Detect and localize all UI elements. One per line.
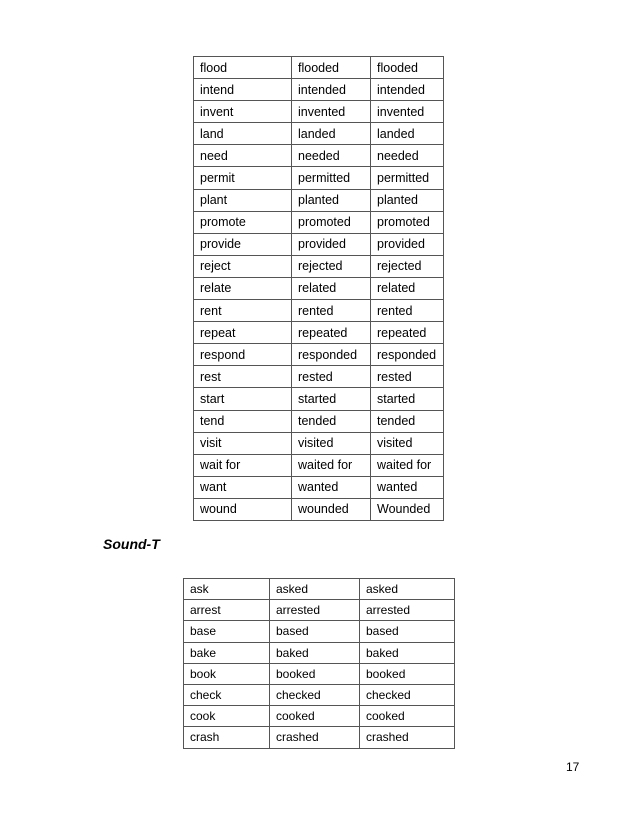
base-form-cell: base bbox=[184, 621, 270, 642]
past-participle-cell: landed bbox=[371, 123, 444, 145]
past-simple-cell: crashed bbox=[270, 727, 360, 748]
base-form-cell: provide bbox=[194, 233, 292, 255]
past-simple-cell: wanted bbox=[292, 476, 371, 498]
past-participle-cell: related bbox=[371, 277, 444, 299]
past-participle-cell: Wounded bbox=[371, 498, 444, 520]
past-simple-cell: based bbox=[270, 621, 360, 642]
past-participle-cell: arrested bbox=[360, 600, 455, 621]
verb-table-sound-t bbox=[183, 578, 455, 749]
table-row bbox=[194, 476, 444, 498]
table-row bbox=[194, 366, 444, 388]
past-participle-cell: invented bbox=[371, 101, 444, 123]
base-form-cell: land bbox=[194, 123, 292, 145]
base-form-cell: arrest bbox=[184, 600, 270, 621]
base-form-cell: respond bbox=[194, 344, 292, 366]
base-form-cell: book bbox=[184, 663, 270, 684]
past-participle-cell: planted bbox=[371, 189, 444, 211]
past-participle-cell: started bbox=[371, 388, 444, 410]
past-participle-cell: provided bbox=[371, 233, 444, 255]
table-row bbox=[184, 621, 455, 642]
base-form-cell: rest bbox=[194, 366, 292, 388]
table-body bbox=[194, 57, 444, 521]
past-simple-cell: flooded bbox=[292, 57, 371, 79]
base-form-cell: ask bbox=[184, 579, 270, 600]
past-simple-cell: planted bbox=[292, 189, 371, 211]
table-row bbox=[194, 255, 444, 277]
base-form-cell: promote bbox=[194, 211, 292, 233]
past-simple-cell: waited for bbox=[292, 454, 371, 476]
base-form-cell: crash bbox=[184, 727, 270, 748]
past-simple-cell: promoted bbox=[292, 211, 371, 233]
past-simple-cell: responded bbox=[292, 344, 371, 366]
base-form-cell: tend bbox=[194, 410, 292, 432]
table-row bbox=[184, 727, 455, 748]
verb-table-sound-d bbox=[193, 56, 444, 521]
past-participle-cell: crashed bbox=[360, 727, 455, 748]
past-simple-cell: rejected bbox=[292, 255, 371, 277]
past-simple-cell: related bbox=[292, 277, 371, 299]
table-row bbox=[194, 454, 444, 476]
past-participle-cell: rested bbox=[371, 366, 444, 388]
base-form-cell: cook bbox=[184, 706, 270, 727]
past-simple-cell: checked bbox=[270, 684, 360, 705]
past-participle-cell: based bbox=[360, 621, 455, 642]
base-form-cell: wound bbox=[194, 498, 292, 520]
past-participle-cell: flooded bbox=[371, 57, 444, 79]
base-form-cell: visit bbox=[194, 432, 292, 454]
table-row bbox=[194, 410, 444, 432]
past-simple-cell: invented bbox=[292, 101, 371, 123]
page-number: 17 bbox=[566, 760, 580, 774]
base-form-cell: check bbox=[184, 684, 270, 705]
base-form-cell: rent bbox=[194, 300, 292, 322]
base-form-cell: plant bbox=[194, 189, 292, 211]
past-simple-cell: asked bbox=[270, 579, 360, 600]
table-row bbox=[194, 145, 444, 167]
past-simple-cell: permitted bbox=[292, 167, 371, 189]
past-participle-cell: needed bbox=[371, 145, 444, 167]
table-row bbox=[194, 167, 444, 189]
past-simple-cell: cooked bbox=[270, 706, 360, 727]
past-simple-cell: needed bbox=[292, 145, 371, 167]
base-form-cell: permit bbox=[194, 167, 292, 189]
past-simple-cell: repeated bbox=[292, 322, 371, 344]
past-participle-cell: tended bbox=[371, 410, 444, 432]
table-row bbox=[194, 189, 444, 211]
table-row bbox=[184, 706, 455, 727]
table-row bbox=[194, 300, 444, 322]
table-row bbox=[194, 388, 444, 410]
section-heading-sound-t: Sound-T bbox=[103, 536, 160, 552]
table-row bbox=[194, 233, 444, 255]
table-row bbox=[194, 123, 444, 145]
past-participle-cell: waited for bbox=[371, 454, 444, 476]
past-simple-cell: provided bbox=[292, 233, 371, 255]
past-participle-cell: rented bbox=[371, 300, 444, 322]
table-row bbox=[194, 344, 444, 366]
table-row bbox=[184, 663, 455, 684]
past-simple-cell: visited bbox=[292, 432, 371, 454]
past-participle-cell: asked bbox=[360, 579, 455, 600]
past-simple-cell: wounded bbox=[292, 498, 371, 520]
base-form-cell: wait for bbox=[194, 454, 292, 476]
table-row bbox=[184, 579, 455, 600]
past-simple-cell: baked bbox=[270, 642, 360, 663]
table-row bbox=[194, 79, 444, 101]
base-form-cell: invent bbox=[194, 101, 292, 123]
past-participle-cell: intended bbox=[371, 79, 444, 101]
past-participle-cell: promoted bbox=[371, 211, 444, 233]
past-participle-cell: wanted bbox=[371, 476, 444, 498]
past-simple-cell: intended bbox=[292, 79, 371, 101]
past-participle-cell: checked bbox=[360, 684, 455, 705]
table-row bbox=[194, 498, 444, 520]
past-participle-cell: permitted bbox=[371, 167, 444, 189]
past-simple-cell: tended bbox=[292, 410, 371, 432]
base-form-cell: repeat bbox=[194, 322, 292, 344]
base-form-cell: want bbox=[194, 476, 292, 498]
past-participle-cell: repeated bbox=[371, 322, 444, 344]
table-row bbox=[194, 211, 444, 233]
table-row bbox=[194, 322, 444, 344]
table-row bbox=[194, 432, 444, 454]
base-form-cell: start bbox=[194, 388, 292, 410]
table-row bbox=[184, 600, 455, 621]
past-simple-cell: rented bbox=[292, 300, 371, 322]
base-form-cell: need bbox=[194, 145, 292, 167]
past-simple-cell: started bbox=[292, 388, 371, 410]
past-participle-cell: cooked bbox=[360, 706, 455, 727]
base-form-cell: flood bbox=[194, 57, 292, 79]
table-row bbox=[184, 684, 455, 705]
base-form-cell: bake bbox=[184, 642, 270, 663]
past-participle-cell: rejected bbox=[371, 255, 444, 277]
past-participle-cell: booked bbox=[360, 663, 455, 684]
past-participle-cell: visited bbox=[371, 432, 444, 454]
table-row bbox=[194, 57, 444, 79]
past-simple-cell: arrested bbox=[270, 600, 360, 621]
past-participle-cell: responded bbox=[371, 344, 444, 366]
past-simple-cell: rested bbox=[292, 366, 371, 388]
past-participle-cell: baked bbox=[360, 642, 455, 663]
table-row bbox=[184, 642, 455, 663]
past-simple-cell: booked bbox=[270, 663, 360, 684]
past-simple-cell: landed bbox=[292, 123, 371, 145]
table-row bbox=[194, 277, 444, 299]
base-form-cell: relate bbox=[194, 277, 292, 299]
base-form-cell: intend bbox=[194, 79, 292, 101]
table-body bbox=[184, 579, 455, 749]
base-form-cell: reject bbox=[194, 255, 292, 277]
table-row bbox=[194, 101, 444, 123]
